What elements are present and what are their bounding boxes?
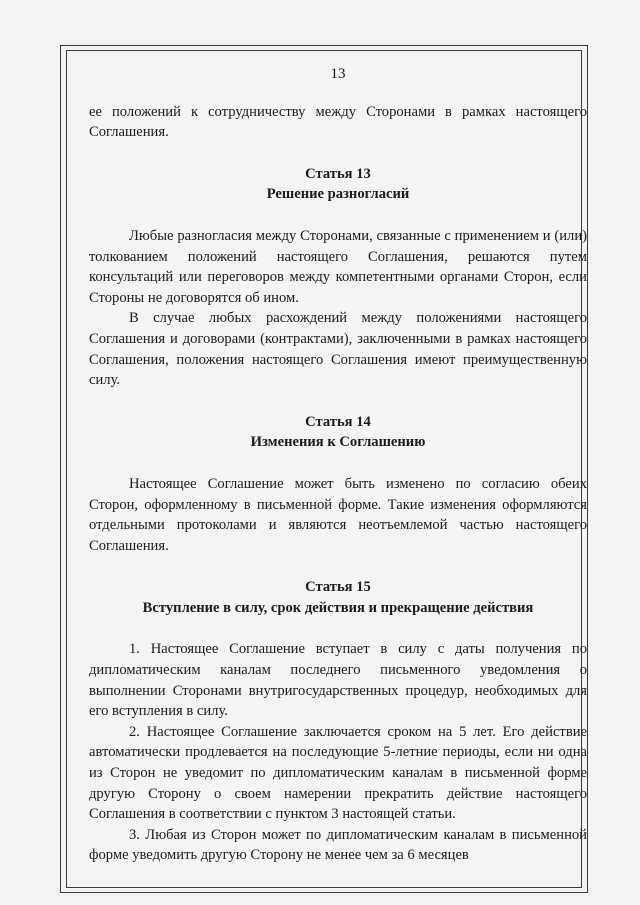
intro-paragraph: ее положений к сотрудничеству между Сторонами в рамках настоящего Соглашения. <box>89 103 587 141</box>
article-14-title: Изменения к Соглашению <box>250 434 426 451</box>
article-14-number: Статья 14 <box>305 413 371 430</box>
article-15-title: Вступление в силу, срок действия и прекращение действия <box>142 599 534 616</box>
article-15-clause-1: 1. Настоящее Соглашение вступает в силу с даты получения по дипломатическим каналам последнего письменного уведомления о выполнении Сторонами внутригосударственных процедур, необходимых для его вступления в силу. <box>89 641 587 720</box>
article-13-paragraph-1: Любые разногласия между Сторонами, связанные с применением и (или) толкованием положений настоящего Соглашения, решаются путем консультаций или переговоров между компетентными органами Сторон, если Стороны не договорятся об ином. <box>89 227 587 306</box>
article-13-title: Решение разногласий <box>266 186 410 203</box>
page-number: 13 <box>330 66 346 82</box>
article-13-paragraph-2: В случае любых расхождений между положениями настоящего Соглашения и договорами (контрактами), заключенными в рамках настоящего Соглашения, положения настоящего Соглашения имеют преимущественную силу. <box>89 310 587 389</box>
document-content <box>89 64 587 866</box>
article-15-clause-2: 2. Настоящее Соглашение заключается сроком на 5 лет. Его действие автоматически продлевается на последующие 5-летние периоды, если ни одна из Сторон не уведомит по дипломатическим каналам в письменной форме другую Сторону о своем намерении прекратить действие настоящего Соглашения в соответствии с пунктом 3 настоящей статьи. <box>89 723 587 823</box>
article-15-clause-3: 3. Любая из Сторон может по дипломатическим каналам в письменной форме уведомить другую Сторону не менее чем за 6 месяцев <box>89 826 587 864</box>
article-15-number: Статья 15 <box>305 579 371 596</box>
article-14-paragraph-1: Настоящее Соглашение может быть изменено по согласию обеих Сторон, оформленному в письменной форме. Такие изменения оформляются отдельными протоколами и являются неотъемлемой частью настоящего Соглашения. <box>89 475 587 554</box>
article-13-number: Статья 13 <box>305 165 371 182</box>
